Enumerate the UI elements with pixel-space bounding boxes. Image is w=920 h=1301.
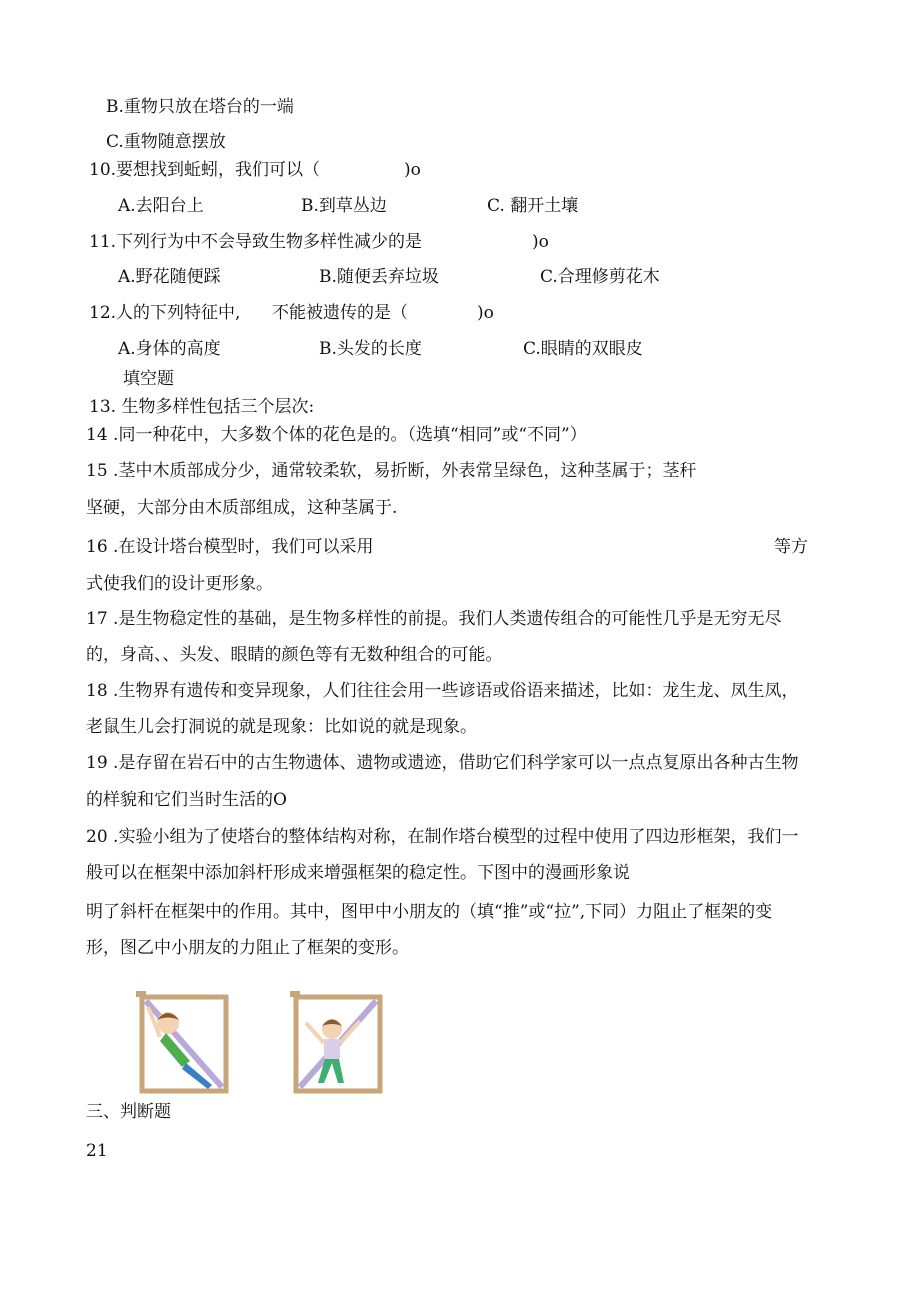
q9-option-c: C.重物随意摆放	[106, 132, 226, 152]
q12-stem-part1: 12.人的下列特征中,	[89, 303, 241, 323]
q19-line2: 的样貌和它们当时生活的O	[86, 790, 287, 810]
q12-option-c: C.眼睛的双眼皮	[523, 339, 643, 359]
q10-option-c: C. 翻开土壤	[487, 196, 579, 216]
q20-line1: 20 .实验小组为了使塔台的整体结构对称，在制作塔台模型的过程中使用了四边形框架，我们一	[86, 827, 799, 847]
q10-close-paren: )o	[404, 160, 421, 180]
q20-line3: 明了斜杆在框架中的作用。其中，图甲中小朋友的（填“推”或“拉”,下同）力阻止了框架的变	[86, 902, 773, 922]
q11-option-b: B.随便丢弃垃圾	[319, 267, 439, 287]
q9-option-b: B.重物只放在塔台的一端	[106, 97, 294, 117]
figure-a-corner-clip	[136, 991, 146, 997]
q20-line2: 般可以在框架中添加斜杆形成来增强框架的稳定性。下图中的漫画形象说	[86, 863, 630, 883]
q17-line1: 17 .是生物稳定性的基础，是生物多样性的前提。我们人类遗传组合的可能性几乎是无穷无尽	[86, 609, 782, 629]
q11-option-c: C.合理修剪花木	[540, 267, 660, 287]
q12-option-b: B.头发的长度	[319, 339, 422, 359]
q12-stem-part2: 不能被遗传的是（	[272, 303, 408, 323]
q10-option-a: A.去阳台上	[118, 196, 204, 216]
figure-b-child-arm-left	[306, 1023, 324, 1043]
q10-option-b: B.到草丛边	[301, 196, 387, 216]
section-judgement-title: 三、判断题	[86, 1102, 171, 1122]
figure-a-pull-illustration	[130, 985, 232, 1097]
q20-line4: 形，图乙中小朋友的力阻止了框架的变形。	[86, 938, 409, 958]
figure-b-push-illustration	[284, 985, 386, 1097]
figure-a-diagonal-rod	[146, 1001, 222, 1087]
q19-line1: 19 .是存留在岩石中的古生物遗体、遗物或遗迹，借助它们科学家可以一点点复原出各种古生物	[86, 753, 799, 773]
q13-text: 13. 生物多样性包括三个层次:	[89, 397, 315, 417]
q21-number: 21	[86, 1141, 108, 1161]
q17-line2: 的，身高、、头发、眼睛的颜色等有无数种组合的可能。	[86, 645, 503, 665]
q16-line1-end: 等方	[774, 537, 808, 557]
q15-line2: 坚硬，大部分由木质部组成，这种茎属于.	[86, 498, 398, 518]
q11-stem: 11.下列行为中不会导致生物多样性减少的是	[89, 232, 423, 252]
q12-option-a: A.身体的高度	[118, 339, 221, 359]
q11-option-a: A.野花随便踩	[118, 267, 221, 287]
q18-line1: 18 .生物界有遗传和变异现象，人们往往会用一些谚语或俗语来描述，比如：龙生龙、凤生凤，	[86, 681, 799, 701]
q18-line2: 老鼠生儿会打洞说的就是现象：比如说的就是现象。	[86, 717, 477, 737]
figure-b-child-arm-right	[340, 1021, 360, 1043]
q16-line2: 式使我们的设计更形象。	[86, 574, 273, 594]
q14-text: 14 .同一种花中，大多数个体的花色是的。（选填“相同”或“不同”）	[86, 425, 587, 445]
q16-line1: 16 .在设计塔台模型时，我们可以采用	[86, 537, 374, 557]
q15-line1: 15 .茎中木质部成分少，通常较柔软，易折断，外表常呈绿色，这种茎属于；茎秆	[86, 461, 697, 481]
figure-b-corner-clip	[290, 991, 300, 997]
q10-stem: 10.要想找到蚯蚓，我们可以（	[89, 160, 321, 180]
figure-b-child-body	[324, 1039, 340, 1059]
q12-close-paren: )o	[477, 303, 494, 323]
q11-close-paren: )o	[532, 232, 549, 252]
section-fill-in-title: 填空题	[123, 369, 174, 389]
